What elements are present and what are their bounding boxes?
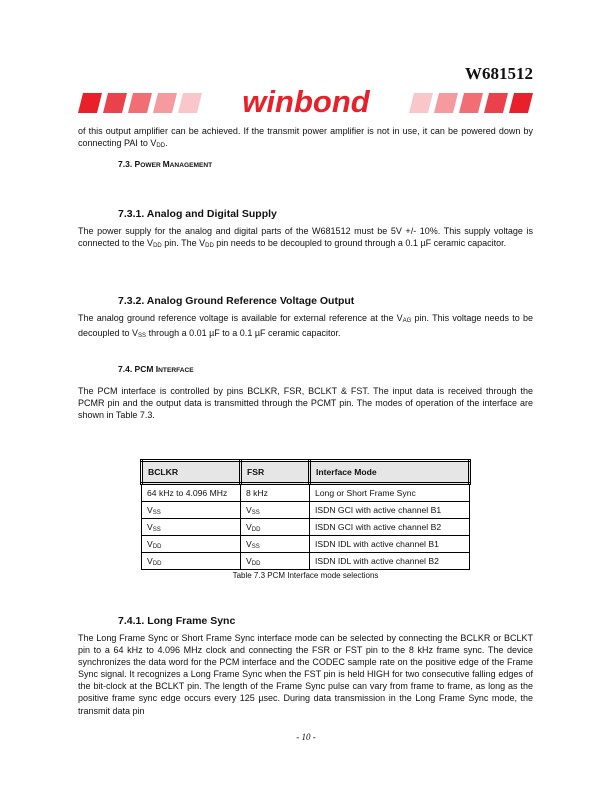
table-cell: ISDN IDL with active channel B1: [310, 536, 470, 553]
pcm-interface-table: [140, 459, 471, 570]
heading-part: P: [134, 159, 141, 169]
text-run: pin needs to be decoupled to ground through a 0.1 µF ceramic capacitor.: [213, 238, 507, 249]
table-cell: ISDN GCI with active channel B1: [310, 502, 470, 519]
subscript: DD: [153, 243, 162, 250]
logo-bar: [509, 93, 533, 113]
subscript: DD: [152, 560, 162, 567]
table-cell: $V_{SS}$: [142, 519, 241, 536]
subscript: DD: [205, 243, 214, 250]
table-cell: ISDN GCI with active channel B2: [310, 519, 470, 536]
heading-number: 7.4.: [118, 364, 135, 374]
heading-part: PCM: [134, 364, 156, 374]
section-7-3-heading: [118, 159, 212, 169]
table-cell: $V_{SS}$: [241, 502, 310, 519]
logo-bar: [434, 93, 458, 113]
section-7-4-heading: [118, 364, 194, 374]
page-number: - 10 -: [296, 732, 316, 742]
table-cell: $V_{DD}$: [241, 553, 310, 570]
winbond-logo: [78, 90, 534, 116]
table-row: [142, 484, 470, 502]
subscript: AG: [402, 318, 412, 324]
table-row: [142, 536, 470, 553]
table-cell: $V_{DD}$: [142, 536, 241, 553]
subscript: SS: [152, 509, 161, 516]
column-header: FSR: [241, 461, 310, 484]
table-cell: $V_{SS}$: [142, 502, 241, 519]
table-row: [142, 519, 470, 536]
table-cell: $V_{SS}$: [241, 536, 310, 553]
subscript: DD: [156, 143, 166, 150]
subscript: DD: [251, 560, 261, 567]
text-run: The power supply for the analog and digital parts of the W681512 must be 5V +/- 10%. This supply voltage is connected to the V: [78, 226, 533, 249]
logo-bar: [128, 93, 152, 113]
table-cell: ISDN IDL with active channel B2: [310, 553, 470, 570]
text-run: pin. The V: [161, 238, 206, 249]
table-row: [142, 502, 470, 519]
logo-bar: [78, 93, 102, 113]
text-run: The Long Frame Sync or Short Frame Sync interface mode can be selected by connecting the BCLKR or BCLKT pin to a 64 kHz to 4.096 MHz clock and connecting the FSR or FST pin to the 8 kHz frame sync. The device synchronizes the data word for the PCM interface and the CODEC sample rate on the positive edge of the Frame Sync signal. It recognizes a Long Frame Sync when the FST pin is held HIGH for two consecutive falling edges of the bit-clock at the BCLKT pin. The length of the Frame Sync pulse can vary from frame to frame, as long as the positive frame sync edge occurs every 125 µsec. During data transmission in the Long Frame Sync mode, the transmit data pin: [78, 633, 533, 716]
section-7-3-2-heading: 7.3.2. Analog Ground Reference Voltage Output: [118, 295, 355, 307]
table-cell: $V_{DD}$: [142, 553, 241, 570]
logo-bar: [484, 93, 508, 113]
logo-bar: [409, 93, 433, 113]
text-run: of this output amplifier can be achieved. If the transmit power amplifier is not in use, it can be powered down by connecting PAI to V: [78, 126, 533, 149]
part-number: W681512: [465, 64, 533, 83]
logo-bar: [153, 93, 177, 113]
section-7-3-1-heading: 7.3.1. Analog and Digital Supply: [118, 208, 277, 220]
column-header: BCLKR: [142, 461, 241, 484]
text-run: .: [165, 138, 168, 149]
heading-number: 7.3.: [118, 159, 135, 169]
subscript: SS: [138, 333, 147, 340]
text-run: The analog ground reference voltage is available for external reference at the V: [78, 313, 403, 323]
heading-part: OWER: [140, 162, 163, 169]
table-cell: $V_{DD}$: [241, 519, 310, 536]
table-row: [142, 553, 470, 570]
intro-paragraph: [78, 125, 533, 152]
heading-part: NTERFACE: [158, 367, 194, 374]
section-7-4-1-heading: 7.4.1. Long Frame Sync: [118, 615, 236, 627]
subscript: SS: [152, 526, 161, 533]
heading-part: M: [162, 159, 170, 169]
table-caption: Table 7.3 PCM Interface mode selections: [232, 571, 379, 580]
heading-part: ANAGEMENT: [169, 162, 213, 169]
logo-bar: [459, 93, 483, 113]
text-run: pin. This voltage needs to be decoupled to V: [78, 313, 533, 339]
heading-part: I: [155, 364, 159, 374]
text-run: The PCM interface is controlled by pins BCLKR, FSR, BCLKT & FST. The input data is received through the PCMR pin and the output data is transmitted through the PCMT pin. The modes of operation of the interface are shown in Table 7.3.: [78, 386, 533, 421]
text-run: through a 0.01 µF to a 0.1 µF ceramic capacitor.: [146, 328, 341, 339]
logo-bar: [103, 93, 127, 113]
table-cell: Long or Short Frame Sync: [310, 484, 470, 502]
subscript: SS: [251, 509, 260, 516]
table-cell: 8 kHz: [241, 484, 310, 502]
section-7-4-1-paragraph: [78, 632, 533, 717]
section-7-4-paragraph: [78, 385, 533, 421]
svg-text:winbond: winbond: [242, 90, 370, 116]
column-header: Interface Mode: [310, 461, 470, 484]
section-7-3-2-paragraph: [78, 312, 533, 342]
table-cell: 64 kHz to 4.096 MHz: [142, 484, 241, 502]
table-header-row: [142, 461, 470, 484]
subscript: DD: [251, 526, 261, 533]
section-7-3-1-paragraph: [78, 225, 533, 252]
logo-bar: [178, 93, 202, 113]
subscript: DD: [152, 543, 162, 550]
subscript: SS: [251, 543, 260, 550]
